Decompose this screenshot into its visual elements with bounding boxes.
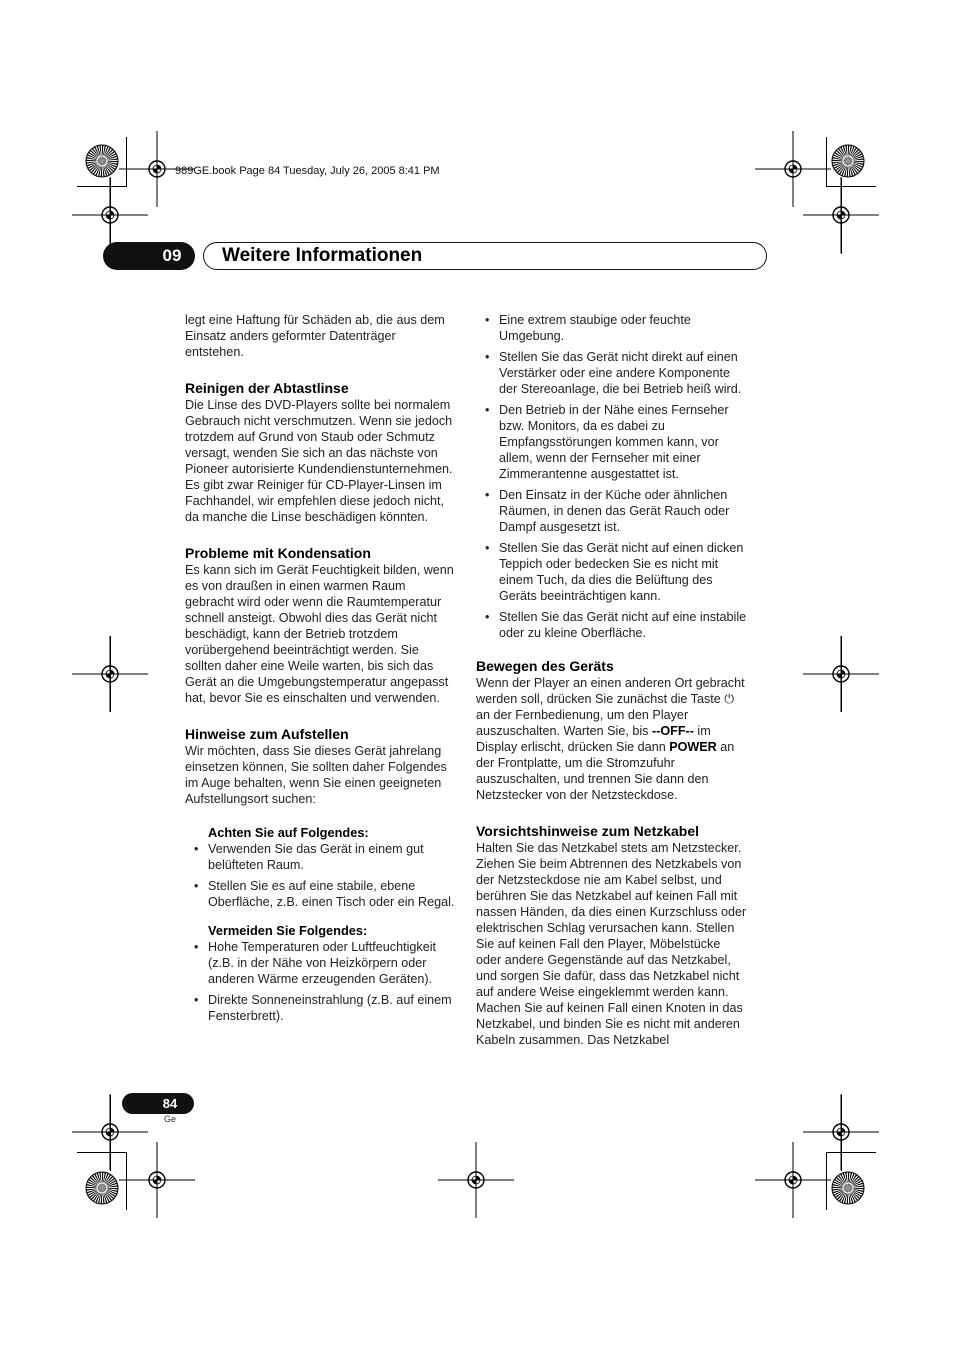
list-item: • Den Betrieb in der Nähe eines Fernseher bzw. Monitors, da es dabei zu Empfangsstörungen kommen kann, vor allem, wenn der Fernseher mit einer Zimmerantenne ausgestattet ist. <box>476 402 748 482</box>
registration-mark-icon <box>436 1140 516 1220</box>
bullet-list <box>476 312 748 641</box>
language-code: Ge <box>163 1114 176 1124</box>
registration-mark-icon <box>801 175 881 255</box>
registration-mark-icon <box>70 634 150 714</box>
subheading: Vermeiden Sie Folgendes: <box>208 923 368 938</box>
registration-mark-icon <box>801 634 881 714</box>
chapter-number: 09 <box>162 246 182 265</box>
list-item: • Stellen Sie das Gerät nicht auf einen dicken Teppich oder bedecken Sie es nicht mit einem Tuch, da dies die Belüftung des Geräts beeinträchtigen kann. <box>476 540 748 604</box>
power-icon: ⏻ <box>724 692 735 706</box>
list-item: • Stellen Sie es auf eine stabile, ebene Oberfläche, z.B. einen Tisch oder ein Regal. <box>185 878 457 910</box>
section-heading: Vorsichtshinweise zum Netzkabel <box>476 823 700 839</box>
subheading: Achten Sie auf Folgendes: <box>208 825 369 840</box>
list-item: • Hohe Temperaturen oder Luftfeuchtigkeit (z.B. in der Nähe von Heizkörpern oder anderen Wärme erzeugenden Geräten). <box>185 939 457 987</box>
starburst-target-icon <box>830 1170 866 1206</box>
registration-mark-icon <box>117 1140 197 1220</box>
power-label: POWER <box>669 740 717 754</box>
bullet-list <box>185 841 457 910</box>
text-run: Wenn der Player an einen anderen Ort gebracht werden soll, drücken Sie zunächst die Taste <box>476 676 745 706</box>
section-heading: Bewegen des Geräts <box>476 658 614 674</box>
starburst-target-icon <box>84 143 120 179</box>
list-item: • Eine extrem staubige oder feuchte Umgebung. <box>476 312 748 344</box>
section-paragraph: Halten Sie das Netzkabel stets am Netzstecker. Ziehen Sie beim Abtrennen des Netzkabels von der Netzsteckdose nie am Kabel selbst, und berühren Sie das Netzkabel auf keinen Fall mit nassen Händen, da dies einen Kurzschluss oder elektrischen Schlag verursachen kann. Stellen Sie auf keinen Fall den Player, Möbelstücke oder andere Gegenstände auf das Netzkabel, und sorgen Sie dafür, dass das Netzkabel nicht auf andere Weise eingeklemmt werden kann. Machen Sie auf keinen Fall einen Knoten in das Netzkabel, und binden Sie es nicht mit anderen Kabeln zusammen. Das Netzkabel <box>476 841 747 1047</box>
section-paragraph: Es kann sich im Gerät Feuchtigkeit bilden, wenn es von draußen in einen warmen Raum gebracht wird oder wenn die Raumtemperatur schnell ansteigt. Obwohl dies das Gerät nicht beschädigt, kann der Betrieb trotzdem vorübergehend beeinträchtigt werden. Sie sollten daher eine Weile warten, bis sich das Gerät an die Umgebungstemperatur angepasst hat, bevor Sie es einschalten und verwenden. <box>185 563 454 705</box>
list-item: • Direkte Sonneneinstrahlung (z.B. auf einem Fensterbrett). <box>185 992 457 1024</box>
text-run: im Display erlischt, drücken Sie dann <box>476 724 711 754</box>
starburst-target-icon <box>84 1170 120 1206</box>
list-item: • Stellen Sie das Gerät nicht direkt auf einen Verstärker oder eine andere Komponente der Stereoanlage, die bei Betrieb heiß wird. <box>476 349 748 397</box>
intro-paragraph: legt eine Haftung für Schäden ab, die aus dem Einsatz anders geformter Datenträger entstehen. <box>185 313 445 359</box>
display-off-text: --OFF-- <box>651 724 694 738</box>
list-item: • Stellen Sie das Gerät nicht auf eine instabile oder zu kleine Oberfläche. <box>476 609 748 641</box>
section-paragraph <box>476 675 748 803</box>
section-heading: Hinweise zum Aufstellen <box>185 726 349 742</box>
section-paragraph: Die Linse des DVD-Players sollte bei normalem Gebrauch nicht verschmutzen. Wenn sie jedoch trotzdem auf Grund von Staub oder Schmutz versagt, wenden Sie sich an das nächste von Pioneer autorisierte Kundendienstunternehmen. Es gibt zwar Reiniger für CD-Player-Linsen im Fachhandel, wir empfehlen diese jedoch nicht, da manche die Linse beschädigen könnten. <box>185 398 453 524</box>
chapter-title: Weitere Informationen <box>222 245 423 266</box>
print-slug: 989GE.book Page 84 Tuesday, July 26, 2005 8:41 PM <box>175 165 440 177</box>
bullet-list <box>185 939 457 1024</box>
section-heading: Probleme mit Kondensation <box>185 545 371 561</box>
registration-mark-icon <box>753 1140 833 1220</box>
right-column <box>476 312 748 1048</box>
list-item: • Verwenden Sie das Gerät in einem gut belüfteten Raum. <box>185 841 457 873</box>
section-heading: Reinigen der Abtastlinse <box>185 380 349 396</box>
list-item: • Den Einsatz in der Küche oder ähnlichen Räumen, in denen das Gerät Rauch oder Dampf ausgesetzt ist. <box>476 487 748 535</box>
left-column <box>185 312 457 1029</box>
text-run: an der Fernbedienung, um den Player auszuschalten. Warten Sie, bis <box>476 708 689 738</box>
starburst-target-icon <box>830 143 866 179</box>
section-paragraph: Wir möchten, dass Sie dieses Gerät jahrelang einsetzen können, Sie sollten daher Folgendes im Auge behalten, wenn Sie einen geeigneten Aufstellungsort suchen: <box>185 744 447 806</box>
text-run: an der Frontplatte, um die Stromzufuhr auszuschalten, und trennen Sie dann den Netzstecker von der Netzsteckdose. <box>476 740 735 802</box>
page-number: 84 <box>162 1096 178 1111</box>
